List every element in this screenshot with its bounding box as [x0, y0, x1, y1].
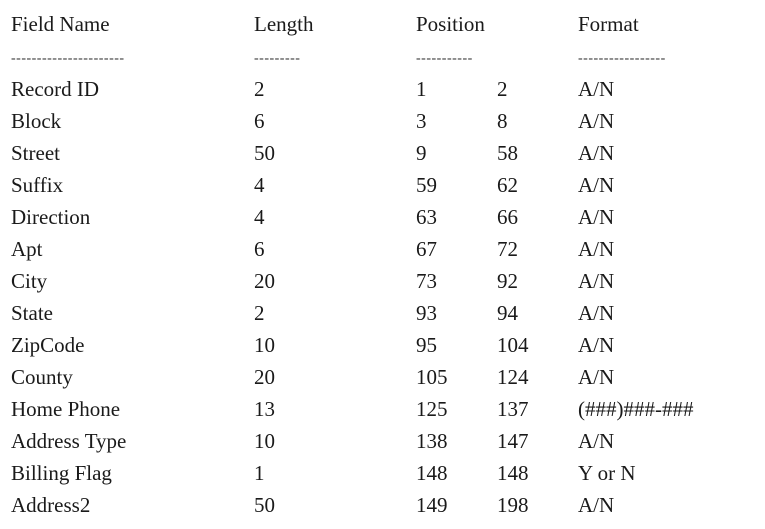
- field-name-cell: Suffix: [11, 173, 64, 197]
- format-cell: (###)###-###: [578, 397, 694, 421]
- end-position-cell: 72: [497, 237, 518, 261]
- length-cell: 20: [254, 269, 275, 293]
- end-position-cell: 148: [497, 461, 529, 485]
- table-row: [0, 233, 765, 265]
- format-cell: A/N: [578, 493, 615, 517]
- end-position-cell: 124: [497, 365, 529, 389]
- table-row: [0, 457, 765, 489]
- table-row: [0, 393, 765, 425]
- length-cell: 2: [254, 77, 265, 101]
- start-position-cell: 73: [416, 269, 437, 293]
- separator-format: -----------------: [578, 51, 666, 66]
- field-name-cell: Apt: [11, 237, 43, 261]
- field-name-cell: County: [11, 365, 73, 389]
- length-cell: 50: [254, 493, 275, 517]
- length-cell: 20: [254, 365, 275, 389]
- table-row: [0, 265, 765, 297]
- field-name-cell: ZipCode: [11, 333, 85, 357]
- table-row: [0, 329, 765, 361]
- end-position-cell: 198: [497, 493, 529, 517]
- length-cell: 6: [254, 109, 265, 133]
- header-field-name: Field Name: [11, 12, 110, 36]
- format-cell: Y or N: [578, 461, 636, 485]
- table-header-row: [0, 8, 765, 40]
- start-position-cell: 3: [416, 109, 427, 133]
- start-position-cell: 125: [416, 397, 448, 421]
- header-length: Length: [254, 12, 314, 36]
- end-position-cell: 8: [497, 109, 508, 133]
- length-cell: 4: [254, 205, 265, 229]
- length-cell: 6: [254, 237, 265, 261]
- start-position-cell: 138: [416, 429, 448, 453]
- separator-length: ---------: [254, 51, 301, 66]
- start-position-cell: 63: [416, 205, 437, 229]
- format-cell: A/N: [578, 109, 615, 133]
- length-cell: 50: [254, 141, 275, 165]
- end-position-cell: 147: [497, 429, 529, 453]
- format-cell: A/N: [578, 77, 615, 101]
- table-row: [0, 169, 765, 201]
- length-cell: 4: [254, 173, 265, 197]
- start-position-cell: 149: [416, 493, 448, 517]
- start-position-cell: 95: [416, 333, 437, 357]
- format-cell: A/N: [578, 269, 615, 293]
- field-name-cell: Record ID: [11, 77, 100, 101]
- header-separator-row: [0, 43, 765, 75]
- start-position-cell: 1: [416, 77, 427, 101]
- table-row: [0, 297, 765, 329]
- start-position-cell: 59: [416, 173, 437, 197]
- start-position-cell: 93: [416, 301, 437, 325]
- end-position-cell: 66: [497, 205, 518, 229]
- table-row: [0, 489, 765, 521]
- start-position-cell: 9: [416, 141, 427, 165]
- length-cell: 13: [254, 397, 275, 421]
- table-row: [0, 105, 765, 137]
- end-position-cell: 62: [497, 173, 518, 197]
- field-name-cell: Street: [11, 141, 60, 165]
- length-cell: 1: [254, 461, 265, 485]
- format-cell: A/N: [578, 429, 615, 453]
- field-name-cell: Block: [11, 109, 62, 133]
- field-name-cell: Billing Flag: [11, 461, 112, 485]
- length-cell: 10: [254, 429, 275, 453]
- end-position-cell: 92: [497, 269, 518, 293]
- end-position-cell: 137: [497, 397, 529, 421]
- field-name-cell: City: [11, 269, 48, 293]
- field-name-cell: Address Type: [11, 429, 127, 453]
- format-cell: A/N: [578, 173, 615, 197]
- start-position-cell: 105: [416, 365, 448, 389]
- end-position-cell: 58: [497, 141, 518, 165]
- format-cell: A/N: [578, 205, 615, 229]
- field-name-cell: Address2: [11, 493, 91, 517]
- field-name-cell: State: [11, 301, 53, 325]
- format-cell: A/N: [578, 237, 615, 261]
- length-cell: 10: [254, 333, 275, 357]
- length-cell: 2: [254, 301, 265, 325]
- table-row: [0, 137, 765, 169]
- format-cell: A/N: [578, 365, 615, 389]
- table-row: [0, 73, 765, 105]
- end-position-cell: 104: [497, 333, 529, 357]
- separator-field-name: ----------------------: [11, 51, 125, 66]
- format-cell: A/N: [578, 141, 615, 165]
- separator-position: -----------: [416, 51, 473, 66]
- end-position-cell: 2: [497, 77, 508, 101]
- field-name-cell: Direction: [11, 205, 91, 229]
- end-position-cell: 94: [497, 301, 518, 325]
- table-row: [0, 361, 765, 393]
- header-position: Position: [416, 12, 485, 36]
- table-row: [0, 425, 765, 457]
- start-position-cell: 67: [416, 237, 437, 261]
- format-cell: A/N: [578, 301, 615, 325]
- table-row: [0, 201, 765, 233]
- start-position-cell: 148: [416, 461, 448, 485]
- header-format: Format: [578, 12, 639, 36]
- field-name-cell: Home Phone: [11, 397, 121, 421]
- format-cell: A/N: [578, 333, 615, 357]
